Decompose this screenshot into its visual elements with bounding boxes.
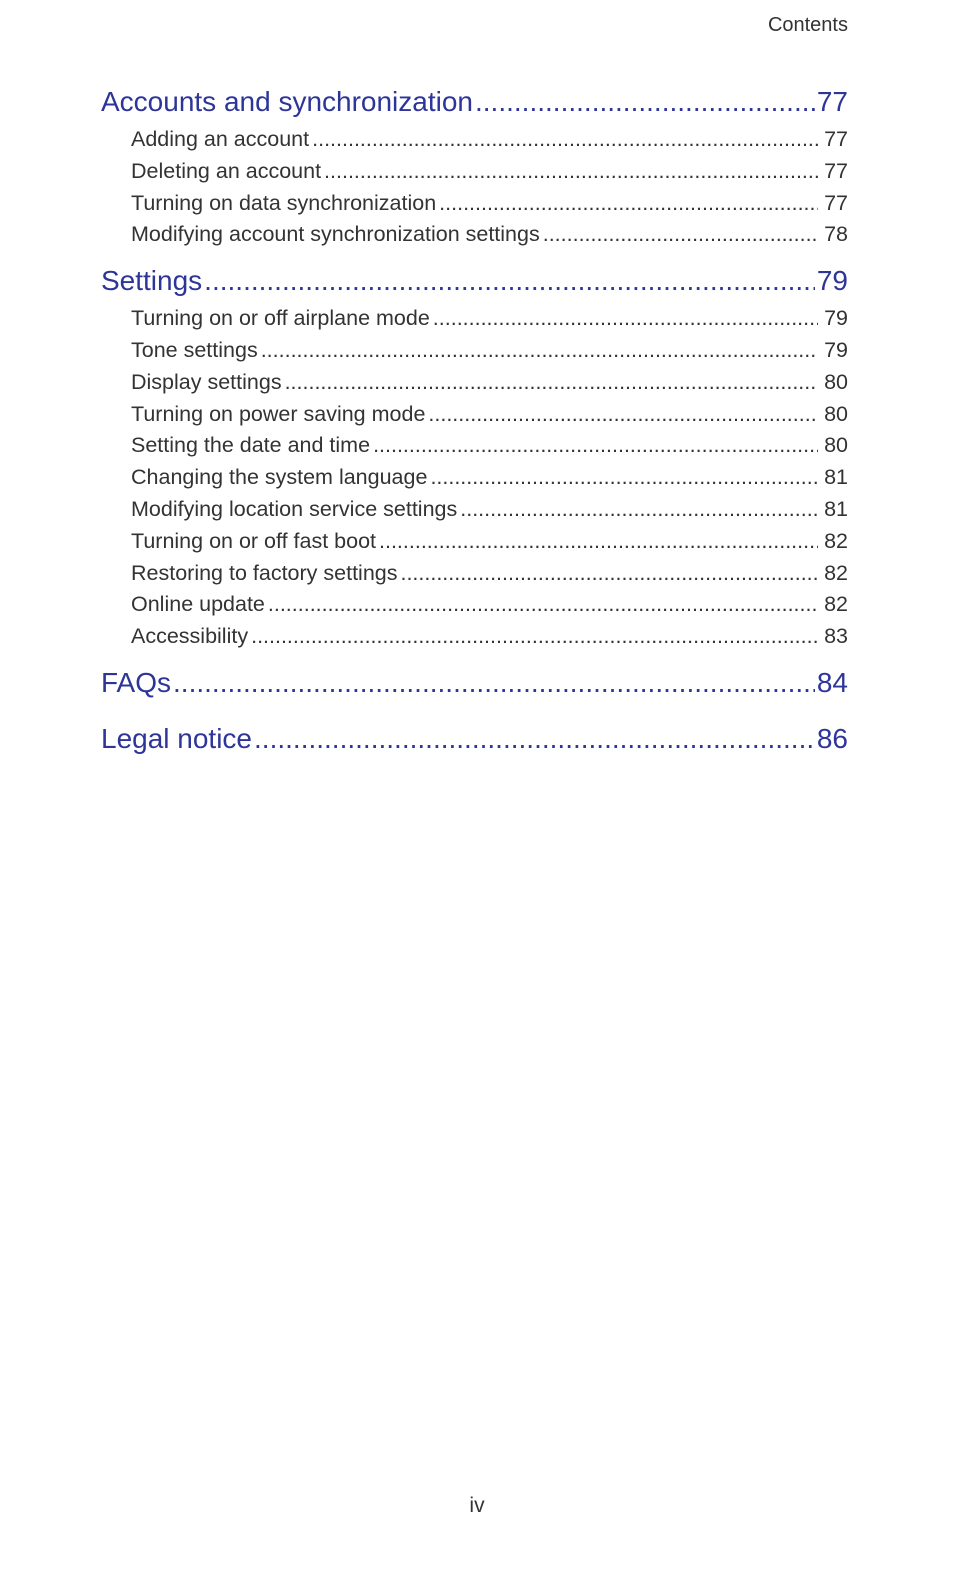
toc-section-page: 78 [824,222,848,247]
toc-section-title: Setting the date and time [131,433,371,458]
toc-section-entry[interactable] [101,494,848,526]
dot-leader [204,265,815,297]
toc-chapter-block [101,86,848,251]
dot-leader [379,526,818,558]
toc-section-page: 82 [824,592,848,617]
toc-chapter-entry[interactable] [101,723,848,755]
toc-section-page: 77 [824,158,848,183]
dot-leader [433,303,818,335]
toc-section-entry[interactable] [101,462,848,494]
toc-section-title: Restoring to factory settings [131,560,398,585]
toc-section-page: 77 [824,190,848,215]
dot-leader [312,124,818,156]
toc-section-title: Turning on data synchronization [131,190,437,215]
toc-section-title: Turning on or off airplane mode [131,306,430,331]
toc-chapter-block [101,667,848,699]
dot-leader [268,589,818,621]
toc-section-entry[interactable] [101,399,848,431]
toc-chapter-page: 86 [816,722,848,754]
toc-chapter-block [101,723,848,755]
toc-chapter-entry[interactable] [101,86,848,118]
toc-section-page: 83 [824,624,848,649]
toc-section-title: Modifying account synchronization settings [131,222,540,247]
toc-section-entry[interactable] [101,367,848,399]
toc-section-page: 81 [824,496,848,521]
dot-leader [460,494,818,526]
toc-chapter-title: Legal notice [101,722,253,754]
dot-leader [261,335,818,367]
toc-section-entry[interactable] [101,621,848,653]
running-header: Contents [767,14,848,36]
dot-leader [428,399,818,431]
toc-section-page: 79 [824,306,848,331]
toc-section-entry[interactable] [101,430,848,462]
toc-section-title: Turning on power saving mode [131,401,426,426]
toc-section-entry[interactable] [101,558,848,590]
dot-leader [475,86,815,118]
dot-leader [373,430,818,462]
toc-section-title: Tone settings [131,337,258,362]
toc-section-page: 80 [824,401,848,426]
toc-section-title: Modifying location service settings [131,496,458,521]
toc-section-entry[interactable] [101,188,848,220]
toc-section-page: 82 [824,528,848,553]
toc-section-entry[interactable] [101,156,848,188]
toc-section-entry[interactable] [101,526,848,558]
toc-section-page: 80 [824,369,848,394]
toc-section-page: 81 [824,465,848,490]
toc-section-page: 82 [824,560,848,585]
dot-leader [251,621,818,653]
toc-section-title: Accessibility [131,624,249,649]
toc-section-entry[interactable] [101,219,848,251]
toc-chapter-title: FAQs [101,666,172,698]
dot-leader [254,723,815,755]
toc-section-entry[interactable] [101,124,848,156]
dot-leader [285,367,819,399]
toc-chapter-title: Accounts and synchronization [101,86,473,117]
dot-leader [173,667,815,699]
toc-section-entry[interactable] [101,303,848,335]
toc-section-title: Online update [131,592,265,617]
dot-leader [400,558,818,590]
table-of-contents [101,86,848,779]
toc-section-title: Turning on or off fast boot [131,528,377,553]
dot-leader [439,188,818,220]
toc-section-entry[interactable] [101,589,848,621]
toc-section-title: Deleting an account [131,158,322,183]
dot-leader [543,219,818,251]
dot-leader [430,462,818,494]
toc-section-title: Adding an account [131,127,310,151]
toc-section-page: 77 [824,127,848,151]
toc-section-page: 80 [824,433,848,458]
toc-section-entry[interactable] [101,335,848,367]
toc-chapter-page: 84 [816,666,848,698]
toc-chapter-block [101,265,848,653]
toc-chapter-entry[interactable] [101,265,848,297]
toc-chapter-title: Settings [101,265,203,297]
dot-leader [324,156,818,188]
toc-section-title: Display settings [131,369,282,394]
toc-section-title: Changing the system language [131,465,428,490]
toc-section-page: 79 [824,337,848,362]
page-number: iv [469,1494,485,1517]
toc-chapter-entry[interactable] [101,667,848,699]
toc-chapter-page: 77 [816,86,848,117]
toc-chapter-page: 79 [816,265,848,297]
